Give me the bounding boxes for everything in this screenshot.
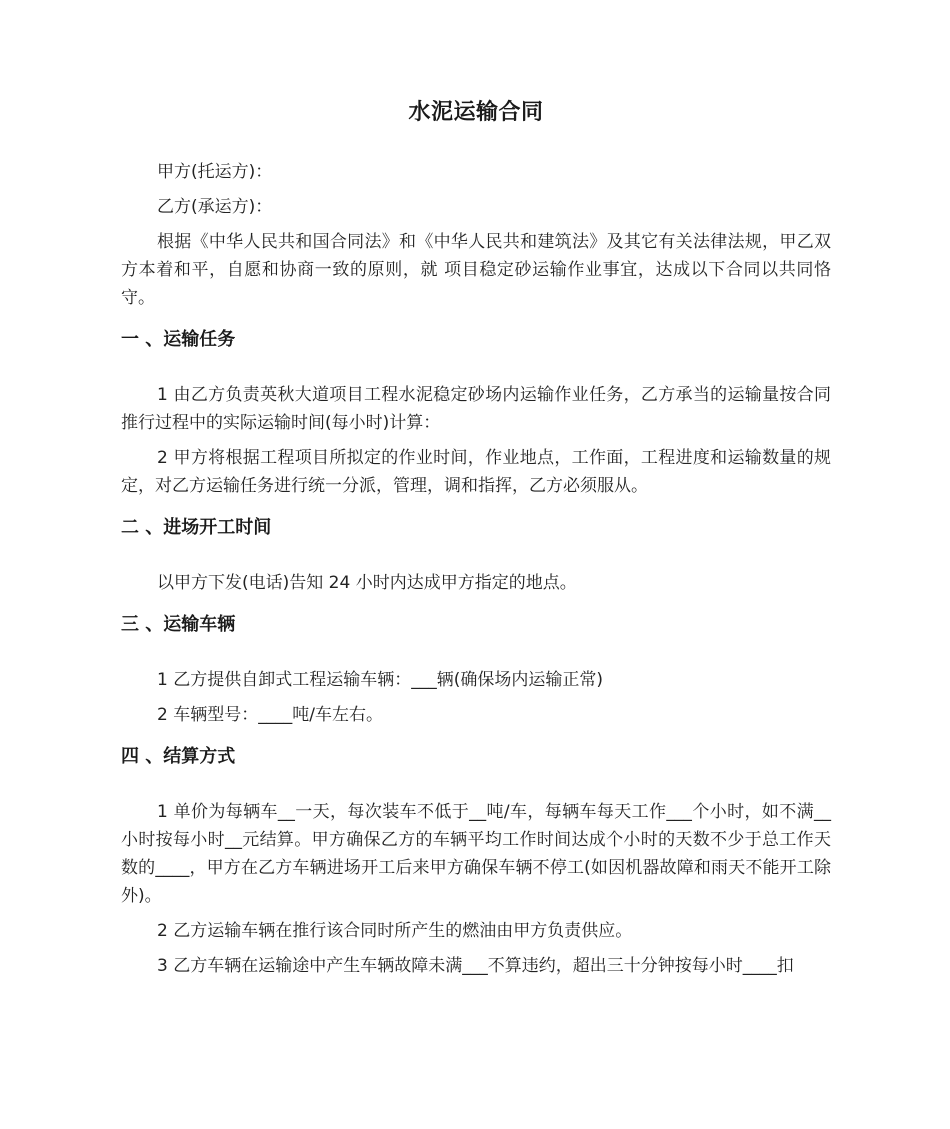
document-page xyxy=(121,96,831,987)
section-paragraph: 以甲方下发(电话)告知 24 小时内达成甲方指定的地点。 xyxy=(157,573,577,593)
section-transport-task xyxy=(121,326,831,500)
section-heading: 二 、进场开工时间 xyxy=(121,517,272,538)
section-paragraph: 2 乙方运输车辆在推行该合同时所产生的燃油由甲方负责供应。 xyxy=(157,921,633,941)
intro-paragraph: 根据《中华人民共和国合同法》和《中华人民共和建筑法》及其它有关法律法规，甲乙双方本着和平，自愿和协商一致的原则，就 项目稳定砂运输作业事宜，达成以下合同以共同恪守。 xyxy=(121,232,831,308)
section-paragraph: 1 单价为每辆车__一天，每次装车不低于__吨/车，每辆车每天工作___个小时，如不满__小时按每小时__元结算。甲方确保乙方的车辆平均工作时间达成个小时的天数不少于总工作天数的____，甲方在乙方车辆进场开工后来甲方确保车辆不停工(如因机器故障和雨天不能开工除外)。 xyxy=(121,802,831,906)
section-start-time xyxy=(121,514,831,597)
section-heading: 一 、运输任务 xyxy=(121,329,236,350)
section-settlement xyxy=(121,743,831,980)
section-heading: 四 、结算方式 xyxy=(121,746,236,767)
section-paragraph: 2 甲方将根据工程项目所拟定的作业时间，作业地点，工作面，工程进度和运输数量的规定，对乙方运输任务进行统一分派，管理，调和指挥，乙方必须服从。 xyxy=(121,448,831,496)
document-title: 水泥运输合同 xyxy=(408,100,544,125)
section-paragraph: 3 乙方车辆在运输途中产生车辆故障未满___不算违约，超出三十分钟按每小时____扣 xyxy=(157,956,794,976)
section-paragraph: 1 乙方提供自卸式工程运输车辆：___辆(确保场内运输正常) xyxy=(157,670,603,690)
section-heading: 三 、运输车辆 xyxy=(121,614,236,635)
party-b-line: 乙方(承运方)： xyxy=(157,197,273,217)
section-paragraph: 1 由乙方负责英秋大道项目工程水泥稳定砂场内运输作业任务，乙方承当的运输量按合同推行过程中的实际运输时间(每小时)计算： xyxy=(121,385,831,433)
party-a-line: 甲方(托运方)： xyxy=(157,162,273,182)
section-paragraph: 2 车辆型号：____吨/车左右。 xyxy=(157,705,383,725)
section-vehicles xyxy=(121,611,831,729)
